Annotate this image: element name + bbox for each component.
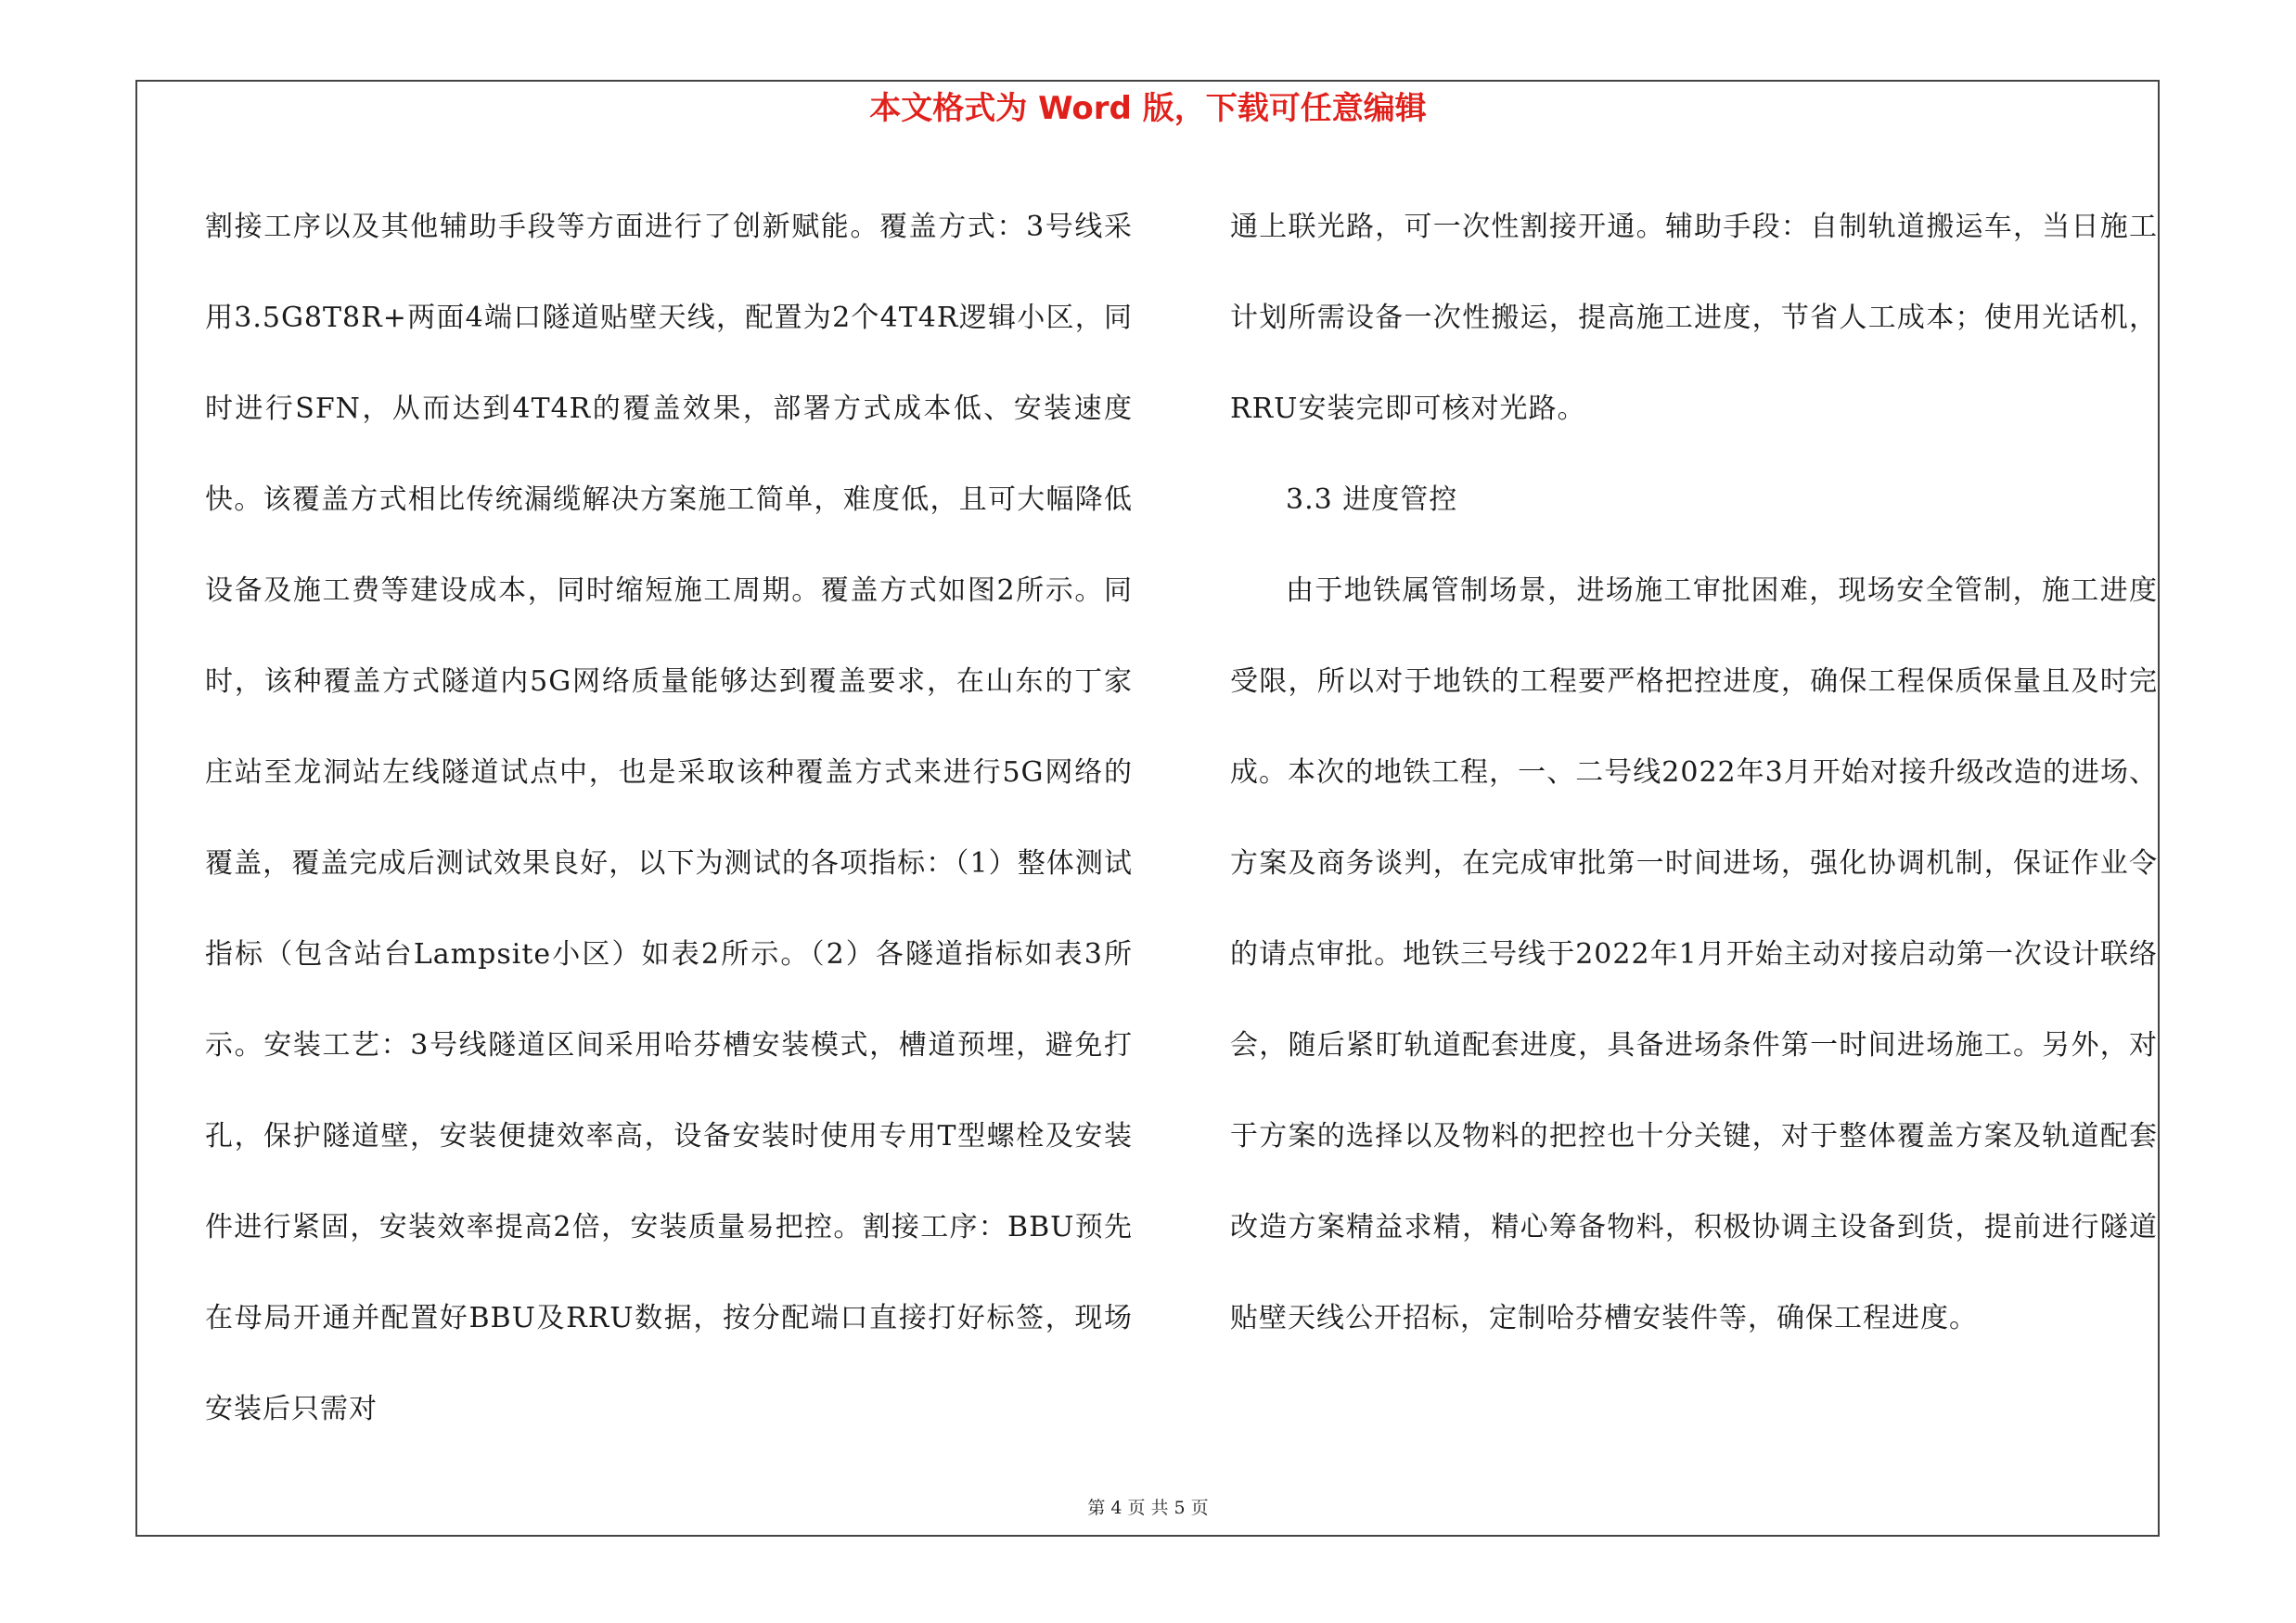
- continuation-paragraph: 通上联光路，可一次性割接开通。辅助手段：自制轨道搬运车，当日施工计划所需设备一次性搬运，提高施工进度，节省人工成本；使用光话机，RRU安装完即可核对光路。: [1230, 211, 2158, 425]
- left-column: [205, 182, 1133, 1455]
- section-heading: 3.3 进度管控: [1286, 483, 1458, 516]
- body-paragraph: 由于地铁属管制场景，进场施工审批困难，现场安全管制，施工进度受限，所以对于地铁的工程要严格把控进度，确保工程保质保量且及时完成。本次的地铁工程，一、二号线2022年3月开始对接升级改造的进场、方案及商务谈判，在完成审批第一时间进场，强化协调机制，保证作业令的请点审批。地铁三号线于2022年1月开始主动对接启动第一次设计联络会，随后紧盯轨道配套进度，具备进场条件第一时间进场施工。另外，对于方案的选择以及物料的把控也十分关键，对于整体覆盖方案及轨道配套改造方案精益求精，精心筹备物料，积极协调主设备到货，提前进行隧道贴壁天线公开招标，定制哈芬槽安装件等，确保工程进度。: [1230, 574, 2158, 1334]
- body-paragraph: 割接工序以及其他辅助手段等方面进行了创新赋能。覆盖方式：3号线采用3.5G8T8R+两面4端口隧道贴壁天线，配置为2个4T4R逻辑小区，同时进行SFN，从而达到4T4R的覆盖效果，部署方式成本低、安装速度快。该覆盖方式相比传统漏缆解决方案施工简单，难度低，且可大幅降低设备及施工费等建设成本，同时缩短施工周期。覆盖方式如图2所示。同时，该种覆盖方式隧道内5G网络质量能够达到覆盖要求，在山东的丁家庄站至龙洞站左线隧道试点中，也是采取该种覆盖方式来进行5G网络的覆盖，覆盖完成后测试效果良好，以下为测试的各项指标：（1）整体测试指标（包含站台Lampsite小区）如表2所示。（2）各隧道指标如表3所示。安装工艺：3号线隧道区间采用哈芬槽安装模式，槽道预埋，避免打孔，保护隧道壁，安装便捷效率高，设备安装时使用专用T型螺栓及安装件进行紧固，安装效率提高2倍，安装质量易把控。割接工序：BBU预先在母局开通并配置好BBU及RRU数据，按分配端口直接打好标签，现场安装后只需对: [205, 211, 1133, 1425]
- page-number-footer: 第 4 页 共 5 页: [1087, 1498, 1209, 1518]
- word-format-banner: 本文格式为 Word 版，下载可任意编辑: [869, 90, 1427, 127]
- right-column: [1230, 182, 2158, 1364]
